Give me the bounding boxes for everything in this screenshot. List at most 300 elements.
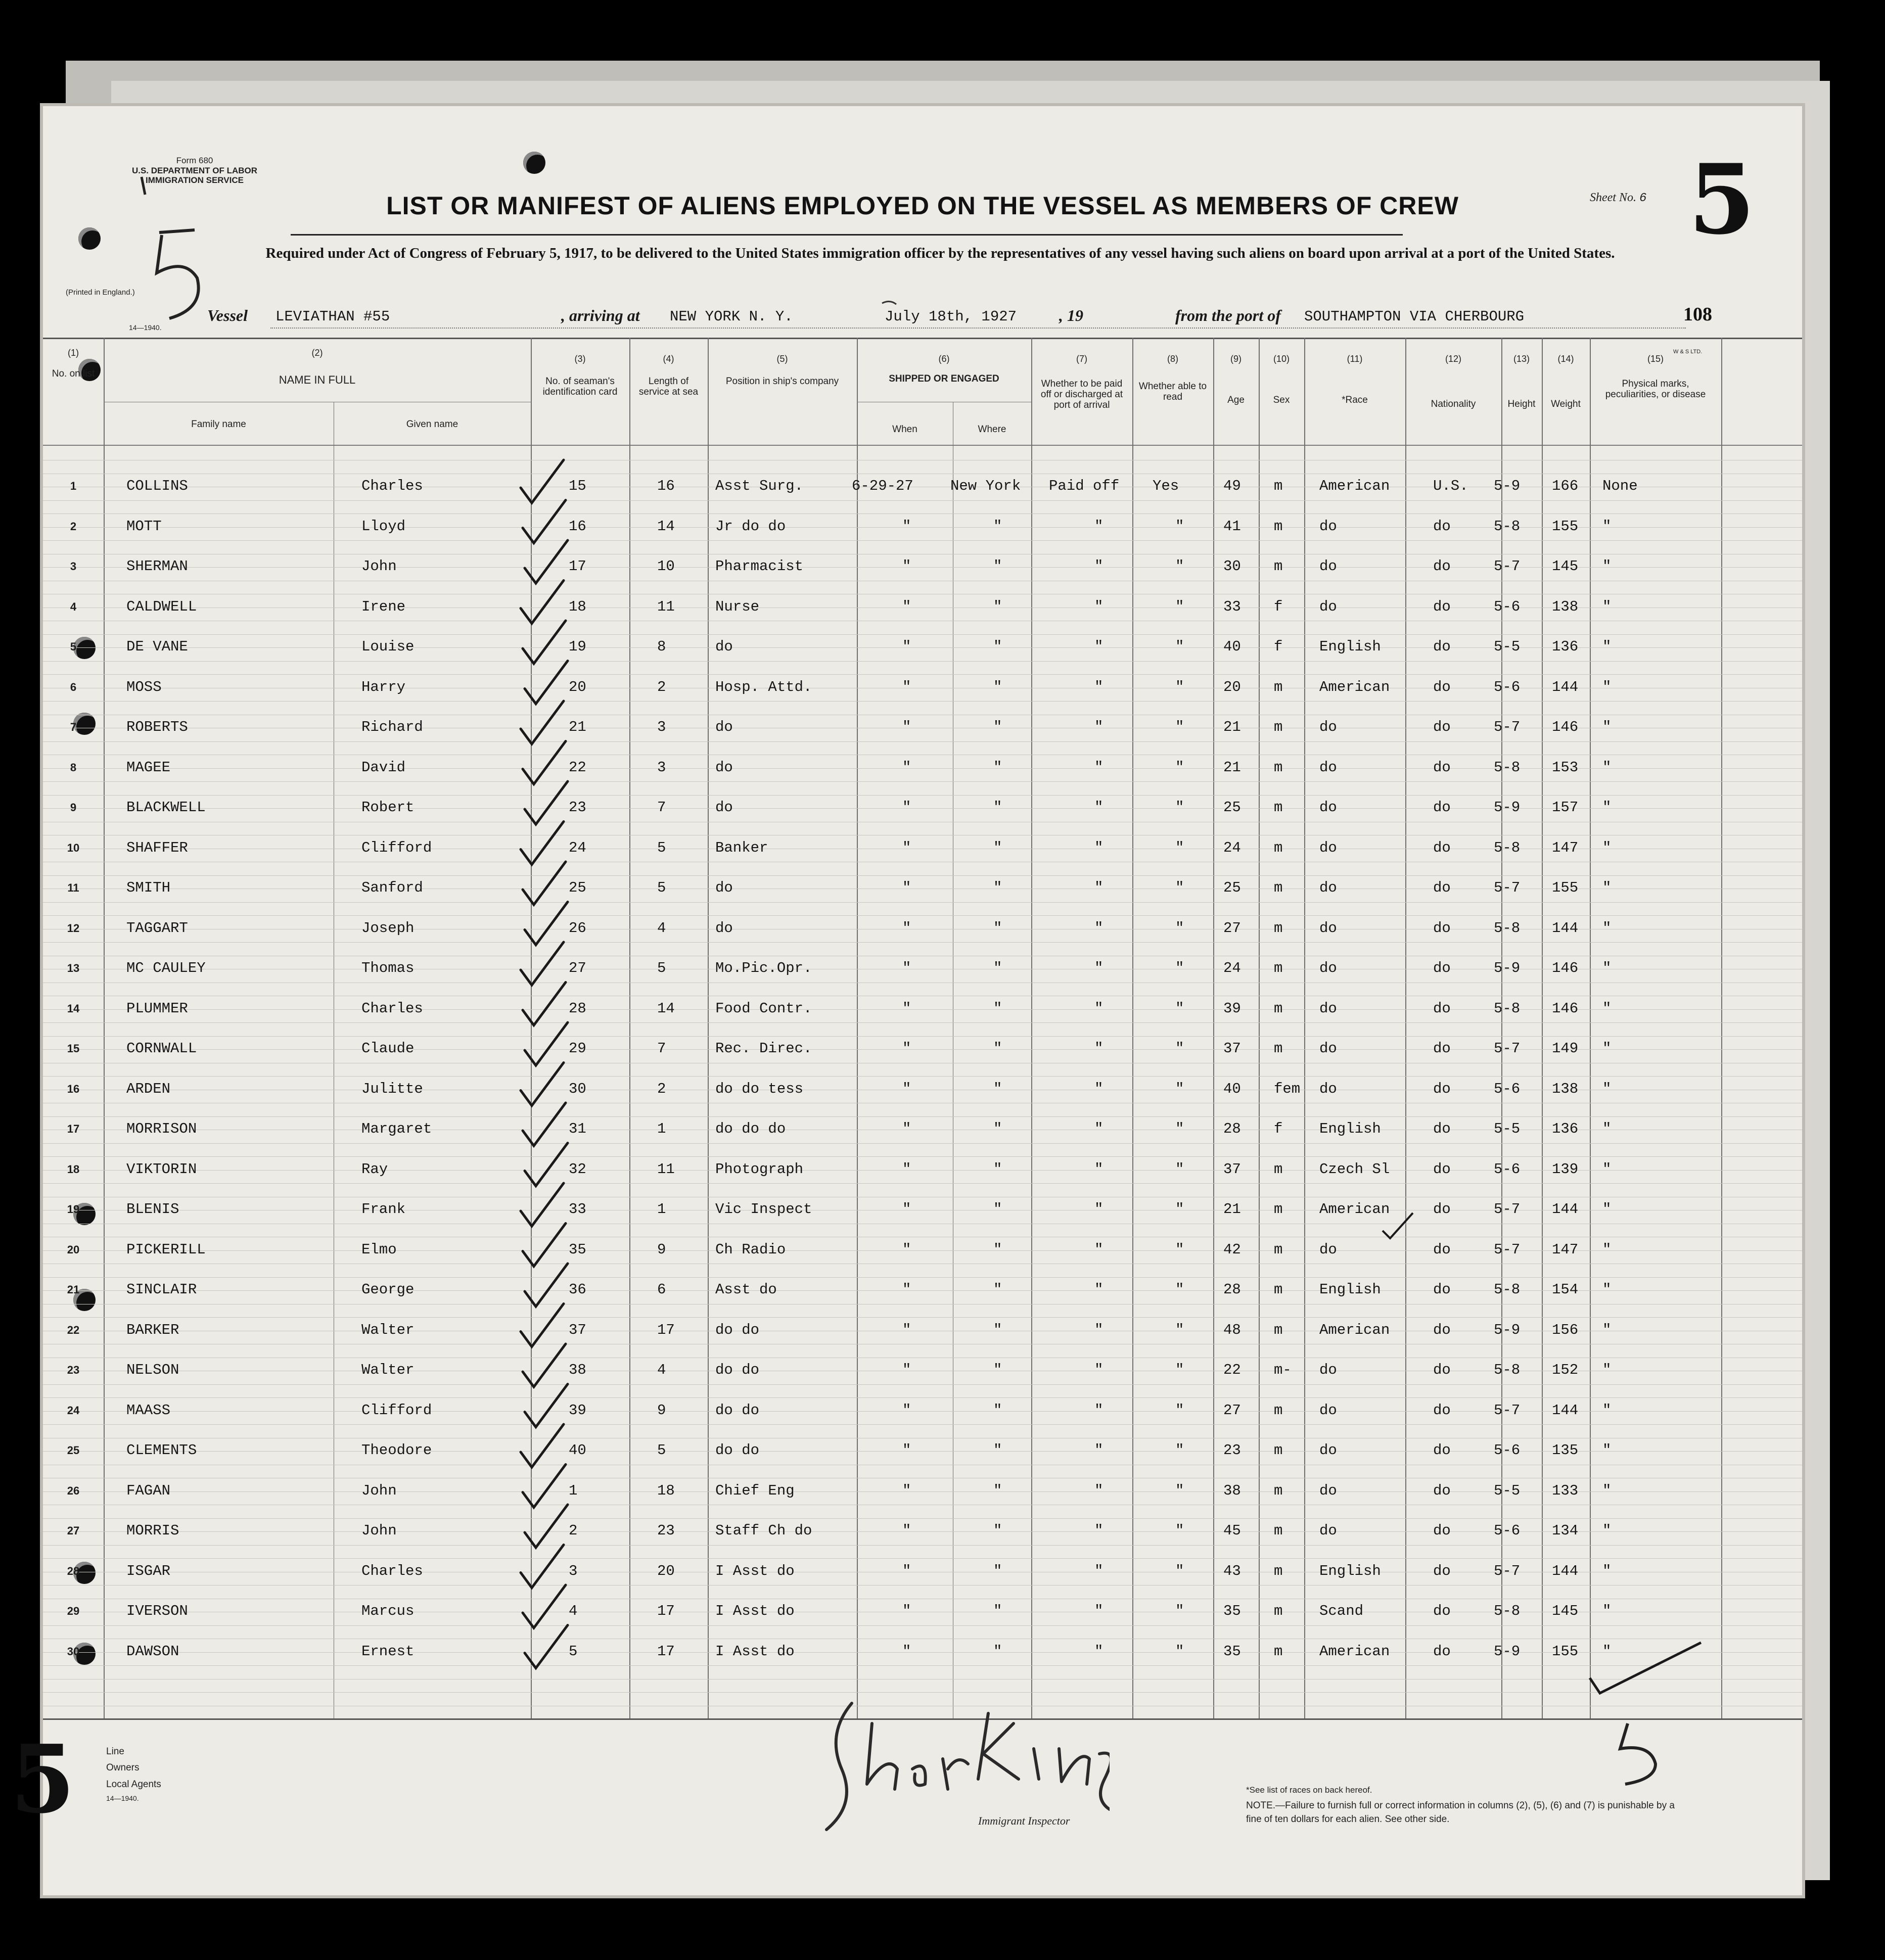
sex: m — [1274, 1482, 1283, 1499]
paid-off: Paid off — [1049, 478, 1120, 494]
given-name: Clifford — [361, 1402, 432, 1419]
shipped-when: " — [902, 558, 911, 575]
shipped-where: " — [993, 518, 1002, 535]
given-name: Julitte — [361, 1080, 423, 1097]
sex: m — [1274, 678, 1283, 695]
sex: m — [1274, 1321, 1283, 1338]
position: Staff Ch do — [715, 1522, 812, 1539]
height: 5-7 — [1494, 719, 1521, 735]
age: 22 — [1223, 1362, 1241, 1378]
height: 5-7 — [1494, 1241, 1521, 1258]
height: 5-8 — [1494, 518, 1521, 535]
position: Hosp. Attd. — [715, 678, 812, 695]
row-number: 26 — [67, 1484, 80, 1497]
race-footnote: *See list of races on back hereof. — [1246, 1785, 1372, 1795]
check-mark — [523, 1465, 566, 1508]
service-length: 18 — [657, 1482, 675, 1499]
able-to-read: " — [1175, 879, 1184, 896]
weight: 136 — [1552, 638, 1579, 655]
given-name: Irene — [361, 598, 406, 615]
race: do — [1319, 518, 1337, 535]
sex: m — [1274, 719, 1283, 735]
sex: f — [1274, 1121, 1283, 1137]
handwritten-count-five — [1620, 1723, 1656, 1784]
manifest-sheet — [10, 106, 1802, 1895]
row-number: 2 — [70, 520, 77, 533]
height: 5-6 — [1494, 1442, 1521, 1459]
service-length: 3 — [657, 759, 666, 776]
nationality: do — [1433, 799, 1451, 816]
check-mark — [525, 1022, 568, 1065]
row-number: 14 — [67, 1002, 80, 1015]
id-card-number: 27 — [569, 960, 586, 976]
check-mark — [523, 862, 566, 905]
service-length: 17 — [657, 1603, 675, 1619]
col12-number: (12) — [1445, 354, 1461, 364]
position: Pharmacist — [715, 558, 804, 575]
given-name: Clifford — [361, 839, 432, 856]
physical-marks: " — [1602, 1281, 1612, 1298]
weight: 144 — [1552, 1562, 1579, 1579]
id-card-number: 29 — [569, 1040, 586, 1057]
family-name: MC CAULEY — [126, 960, 206, 976]
departure-port: SOUTHAMPTON VIA CHERBOURG — [1304, 308, 1525, 325]
service-length: 9 — [657, 1402, 666, 1419]
check-mark — [523, 621, 566, 664]
race: do — [1319, 719, 1337, 735]
service-length: 7 — [657, 1040, 666, 1057]
shipped-when: " — [902, 1281, 911, 1298]
paid-off: " — [1094, 518, 1104, 535]
inspector-label: Immigrant Inspector — [978, 1814, 1070, 1827]
shipped-where: " — [993, 1080, 1002, 1097]
col2-number: (2) — [311, 348, 323, 358]
shipped-where: " — [993, 960, 1002, 976]
check-mark — [525, 540, 568, 583]
physical-marks: " — [1602, 1362, 1612, 1378]
race: do — [1319, 1040, 1337, 1057]
height: 5-8 — [1494, 1281, 1521, 1298]
family-name: SHERMAN — [126, 558, 188, 575]
given-name: Claude — [361, 1040, 415, 1057]
able-to-read: Yes — [1153, 478, 1179, 494]
printer-mark: W & S LTD. — [1673, 349, 1703, 355]
vessel-label: Vessel — [207, 306, 248, 324]
service-length: 11 — [657, 598, 675, 615]
physical-marks: " — [1602, 638, 1612, 655]
height: 5-7 — [1494, 1040, 1521, 1057]
id-card-number: 36 — [569, 1281, 586, 1298]
weight: 146 — [1552, 719, 1579, 735]
shipped-when: " — [902, 1080, 911, 1097]
family-name: COLLINS — [126, 478, 188, 494]
sex: m — [1274, 1522, 1283, 1539]
position: do — [715, 919, 733, 937]
family-name: SINCLAIR — [126, 1281, 197, 1298]
family-name: MOTT — [126, 518, 162, 535]
weight: 146 — [1552, 1000, 1579, 1017]
able-to-read: " — [1175, 1000, 1184, 1017]
id-card-number: 37 — [569, 1321, 586, 1338]
service-length: 4 — [657, 1362, 666, 1378]
col8-number: (8) — [1167, 354, 1178, 364]
paid-off: " — [1094, 598, 1104, 615]
department-name: U.S. DEPARTMENT OF LABOR — [131, 165, 258, 175]
given-name-header: Given name — [406, 419, 458, 430]
shipped-when: " — [902, 1482, 911, 1499]
sex: m — [1274, 919, 1283, 937]
paid-off: " — [1094, 1121, 1104, 1137]
race: do — [1319, 1241, 1337, 1258]
sex: m — [1274, 1562, 1283, 1579]
age: 49 — [1223, 478, 1241, 494]
race: do — [1319, 1080, 1337, 1097]
paid-off: " — [1094, 1442, 1104, 1459]
nationality: do — [1433, 879, 1451, 896]
id-card-number: 19 — [569, 638, 586, 655]
age: 21 — [1223, 719, 1241, 735]
height: 5-8 — [1494, 839, 1521, 856]
family-name: SHAFFER — [126, 839, 188, 856]
weight: 155 — [1552, 1643, 1579, 1660]
weight: 138 — [1552, 598, 1579, 615]
family-name: ISGAR — [126, 1562, 171, 1579]
check-mark — [521, 942, 564, 985]
sex: m- — [1274, 1362, 1292, 1378]
height: 5-7 — [1494, 1402, 1521, 1419]
weight: 145 — [1552, 558, 1579, 575]
shipped-where: " — [993, 799, 1002, 816]
col15-number: (15) — [1647, 354, 1664, 364]
col8-header: Whether able to read — [1138, 381, 1207, 402]
able-to-read: " — [1175, 678, 1184, 695]
age: 37 — [1223, 1040, 1241, 1057]
shipped-where: " — [993, 919, 1002, 937]
sex: m — [1274, 558, 1283, 575]
race: American — [1319, 1201, 1390, 1218]
shipped-where: " — [993, 1562, 1002, 1579]
nationality: do — [1433, 719, 1451, 735]
service-length: 8 — [657, 638, 666, 655]
given-name: Robert — [361, 799, 415, 816]
given-name: Walter — [361, 1362, 415, 1378]
nationality: do — [1433, 919, 1451, 937]
age: 37 — [1223, 1160, 1241, 1178]
family-name: BARKER — [126, 1321, 179, 1338]
weight: 147 — [1552, 1241, 1579, 1258]
position: I Asst do — [715, 1603, 795, 1619]
family-name: NELSON — [126, 1362, 179, 1378]
col14-header: Weight — [1551, 399, 1581, 409]
shipped-where: " — [993, 1402, 1002, 1419]
weight: 149 — [1552, 1040, 1579, 1057]
race: do — [1319, 960, 1337, 976]
shipped-when: " — [902, 1402, 911, 1419]
able-to-read: " — [1175, 638, 1184, 655]
race: Scand — [1319, 1603, 1364, 1619]
paid-off: " — [1094, 960, 1104, 976]
shipped-where: " — [993, 1241, 1002, 1258]
check-mark — [521, 1424, 564, 1467]
shipped-when: " — [902, 1201, 911, 1218]
able-to-read: " — [1175, 919, 1184, 937]
nationality: do — [1433, 1362, 1451, 1378]
height: 5-8 — [1494, 919, 1521, 937]
sex: fem — [1274, 1080, 1301, 1097]
service-length: 14 — [657, 518, 675, 535]
sex: m — [1274, 1281, 1283, 1298]
service-length: 5 — [657, 960, 666, 976]
position: do do tess — [715, 1080, 804, 1097]
weight: 155 — [1552, 879, 1579, 896]
nationality: do — [1433, 1442, 1451, 1459]
sex: m — [1274, 759, 1283, 776]
printed-note: (Printed in England.) — [66, 288, 135, 297]
age: 35 — [1223, 1643, 1241, 1660]
able-to-read: " — [1175, 1201, 1184, 1218]
shipped-where: " — [993, 1000, 1002, 1017]
col9-header: Age — [1227, 395, 1245, 405]
physical-marks: " — [1602, 1643, 1612, 1660]
weight: 144 — [1552, 678, 1579, 695]
col11-header: *Race — [1342, 395, 1368, 405]
paid-off: " — [1094, 1482, 1104, 1499]
race: do — [1319, 598, 1337, 615]
paid-off: " — [1094, 1241, 1104, 1258]
shipped-when: " — [902, 1643, 911, 1660]
physical-marks: " — [1602, 1603, 1612, 1619]
handwritten-mark — [882, 301, 896, 304]
race: Czech Sl — [1319, 1160, 1390, 1178]
position: do do do — [715, 1121, 786, 1137]
able-to-read: " — [1175, 1241, 1184, 1258]
year-label: , 19 — [1059, 306, 1083, 324]
service-length: 2 — [657, 678, 666, 695]
shipped-when: " — [902, 1603, 911, 1619]
nationality: do — [1433, 1402, 1451, 1419]
race: American — [1319, 1643, 1390, 1660]
physical-marks: " — [1602, 1040, 1612, 1057]
id-card-number: 1 — [569, 1482, 578, 1499]
nationality: do — [1433, 1160, 1451, 1178]
sex: m — [1274, 1040, 1283, 1057]
able-to-read: " — [1175, 558, 1184, 575]
check-mark — [525, 661, 568, 704]
row-number: 6 — [70, 680, 77, 693]
given-name: Walter — [361, 1321, 415, 1338]
paid-off: " — [1094, 638, 1104, 655]
shipped-when: " — [902, 1241, 911, 1258]
paid-off: " — [1094, 1362, 1104, 1378]
id-card-number: 24 — [569, 839, 586, 856]
age: 48 — [1223, 1321, 1241, 1338]
given-name: Marcus — [361, 1603, 415, 1619]
row-number: 15 — [67, 1042, 80, 1055]
able-to-read: " — [1175, 1281, 1184, 1298]
age: 45 — [1223, 1522, 1241, 1539]
given-name: Louise — [361, 638, 415, 655]
able-to-read: " — [1175, 1080, 1184, 1097]
physical-marks: " — [1602, 1402, 1612, 1419]
check-mark — [523, 983, 566, 1025]
sex: m — [1274, 478, 1283, 494]
given-name: Harry — [361, 678, 406, 695]
row-number: 11 — [67, 881, 79, 894]
nationality: U.S. — [1433, 478, 1468, 494]
age: 25 — [1223, 879, 1241, 896]
able-to-read: " — [1175, 1040, 1184, 1057]
col2-header: NAME IN FULL — [279, 374, 356, 386]
id-card-number: 5 — [569, 1643, 578, 1660]
able-to-read: " — [1175, 759, 1184, 776]
race: do — [1319, 839, 1337, 856]
sex: m — [1274, 960, 1283, 976]
paid-off: " — [1094, 1402, 1104, 1419]
position: Asst Surg. — [715, 478, 804, 494]
weight: 144 — [1552, 1201, 1579, 1218]
weight: 144 — [1552, 919, 1579, 937]
weight: 134 — [1552, 1522, 1579, 1539]
col11-number: (11) — [1347, 354, 1363, 364]
age: 41 — [1223, 518, 1241, 535]
race: English — [1319, 1121, 1381, 1137]
family-name: MAGEE — [126, 759, 171, 776]
height: 5-9 — [1494, 478, 1521, 494]
paid-off: " — [1094, 879, 1104, 896]
vessel-name: LEVIATHAN #55 — [275, 308, 390, 325]
col1-number: (1) — [68, 348, 79, 358]
nationality: do — [1433, 1321, 1451, 1338]
service-length: 1 — [657, 1121, 666, 1137]
height: 5-7 — [1494, 558, 1521, 575]
family-name: BLACKWELL — [126, 799, 206, 816]
position: Food Contr. — [715, 1000, 812, 1017]
age: 21 — [1223, 1201, 1241, 1218]
shipped-when: " — [902, 638, 911, 655]
family-name: MAASS — [126, 1402, 171, 1419]
col4-number: (4) — [663, 354, 674, 364]
nationality: do — [1433, 1000, 1451, 1017]
family-name: VIKTORIN — [126, 1160, 197, 1178]
row-number: 3 — [70, 560, 77, 573]
service-length: 4 — [657, 919, 666, 937]
able-to-read: " — [1175, 1522, 1184, 1539]
nationality: do — [1433, 518, 1451, 535]
paid-off: " — [1094, 799, 1104, 816]
shipped-where: " — [993, 1482, 1002, 1499]
id-card-number: 31 — [569, 1121, 586, 1137]
given-name: John — [361, 1522, 397, 1539]
col10-number: (10) — [1273, 354, 1290, 364]
row-number: 7 — [70, 721, 77, 733]
able-to-read: " — [1175, 1160, 1184, 1178]
service-length: 3 — [657, 719, 666, 735]
check-mark — [525, 1625, 568, 1668]
row-number: 8 — [70, 761, 77, 774]
physical-marks: " — [1602, 598, 1612, 615]
physical-marks: " — [1602, 719, 1612, 735]
line-label: Line — [106, 1746, 124, 1757]
row-number: 13 — [67, 962, 80, 974]
height: 5-8 — [1494, 1362, 1521, 1378]
id-card-number: 22 — [569, 759, 586, 776]
service-length: 14 — [657, 1000, 675, 1017]
arrival-date: July 18th, 1927 — [885, 308, 1017, 325]
height: 5-6 — [1494, 1080, 1521, 1097]
physical-marks: " — [1602, 879, 1612, 896]
physical-marks: " — [1602, 759, 1612, 776]
arriving-label: , arriving at — [561, 306, 640, 324]
age: 20 — [1223, 678, 1241, 695]
shipped-where: " — [993, 1160, 1002, 1178]
sheet-label: Sheet No. — [1590, 191, 1636, 204]
shipped-where: " — [993, 839, 1002, 856]
position: do do — [715, 1321, 760, 1338]
age: 39 — [1223, 1000, 1241, 1017]
weight: 133 — [1552, 1482, 1579, 1499]
family-name: MOSS — [126, 678, 162, 695]
shipped-where: " — [993, 1603, 1002, 1619]
service-length: 9 — [657, 1241, 666, 1258]
height: 5-9 — [1494, 799, 1521, 816]
paid-off: " — [1094, 1643, 1104, 1660]
shipped-where: " — [993, 1522, 1002, 1539]
shipped-when: " — [902, 759, 911, 776]
id-card-number: 16 — [569, 518, 586, 535]
footer-big-number: 5 — [10, 1724, 75, 1834]
age: 38 — [1223, 1482, 1241, 1499]
able-to-read: " — [1175, 1442, 1184, 1459]
row-number: 19 — [67, 1203, 80, 1216]
id-card-number: 39 — [569, 1402, 586, 1419]
paid-off: " — [1094, 759, 1104, 776]
given-name: Charles — [361, 478, 423, 494]
shipped-when: 6-29-27 — [852, 478, 913, 494]
nationality: do — [1433, 1562, 1451, 1579]
position: Mo.Pic.Opr. — [715, 960, 812, 976]
nationality: do — [1433, 1603, 1451, 1619]
shipped-when: " — [902, 799, 911, 816]
paid-off: " — [1094, 1321, 1104, 1338]
service-name: IMMIGRATION SERVICE — [146, 175, 244, 185]
age: 28 — [1223, 1281, 1241, 1298]
service-length: 2 — [657, 1080, 666, 1097]
row-number: 10 — [67, 841, 80, 854]
row-number: 22 — [67, 1323, 80, 1336]
col9-number: (9) — [1230, 354, 1242, 364]
position: do do — [715, 1442, 760, 1459]
given-name: John — [361, 1482, 397, 1499]
check-mark — [523, 500, 566, 543]
position: Vic Inspect — [715, 1201, 812, 1218]
shipped-where: " — [993, 1201, 1002, 1218]
row-number: 4 — [70, 600, 77, 613]
service-length: 17 — [657, 1643, 675, 1660]
form-code: 14—1940. — [129, 323, 162, 332]
able-to-read: " — [1175, 1562, 1184, 1579]
service-length: 16 — [657, 478, 675, 494]
id-card-number: 32 — [569, 1160, 586, 1178]
family-name: PLUMMER — [126, 1000, 188, 1017]
id-card-number: 18 — [569, 598, 586, 615]
shipped-when: " — [902, 719, 911, 735]
able-to-read: " — [1175, 1402, 1184, 1419]
check-mark — [521, 581, 564, 624]
col1-header: No. on list — [52, 368, 95, 379]
position: Photograph — [715, 1160, 804, 1178]
col3-number: (3) — [574, 354, 586, 364]
nationality: do — [1433, 1201, 1451, 1218]
